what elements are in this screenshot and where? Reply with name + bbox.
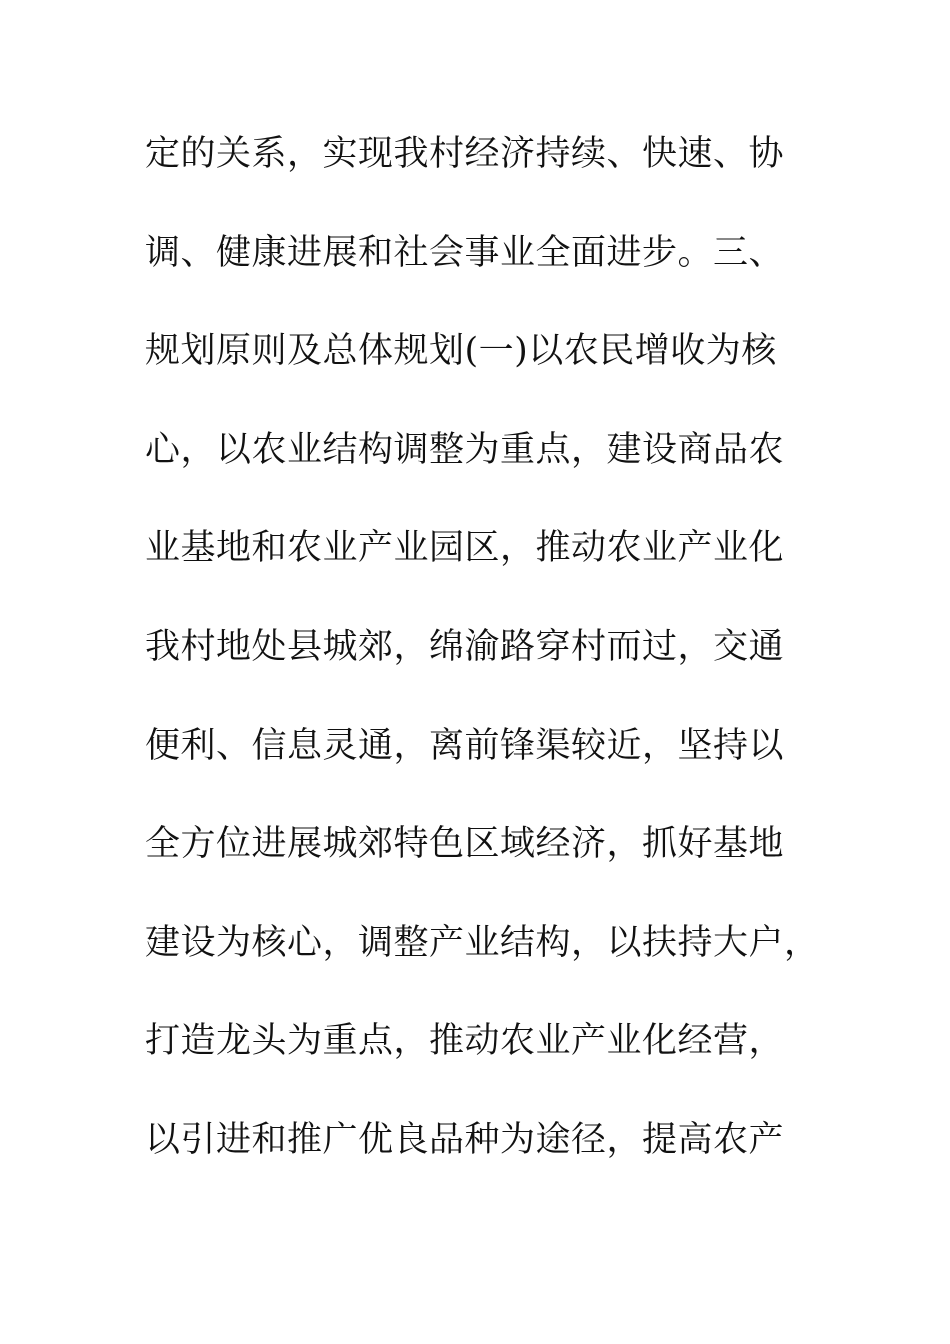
text-line-6: 我村地处县城郊，绵渝路穿村而过，交通 [145, 626, 785, 667]
text-line-10: 打造龙头为重点，推动农业产业化经营， [145, 1021, 785, 1062]
body-text [145, 124, 825, 1209]
text-line-7: 便利、信息灵通，离前锋渠较近，坚持以 [145, 725, 785, 766]
text-line-4: 心，以农业结构调整为重点，建设商品农 [145, 429, 785, 470]
text-line-1: 定的关系，实现我村经济持续、快速、协 [145, 134, 785, 174]
text-line-11: 以引进和推广优良品种为途径，提高农产 [145, 1119, 785, 1160]
text-line-3: 规划原则及总体规划(一)以农民增收为核 [145, 331, 777, 372]
text-line-5: 业基地和农业产业园区，推动农业产业化 [145, 528, 785, 569]
text-line-9: 建设为核心，调整产业结构，以扶持大户， [145, 922, 820, 963]
text-line-2: 调、健康进展和社会事业全面进步。三、 [145, 232, 785, 273]
text-line-8: 全方位进展城郊特色区域经济，抓好基地 [145, 824, 785, 865]
